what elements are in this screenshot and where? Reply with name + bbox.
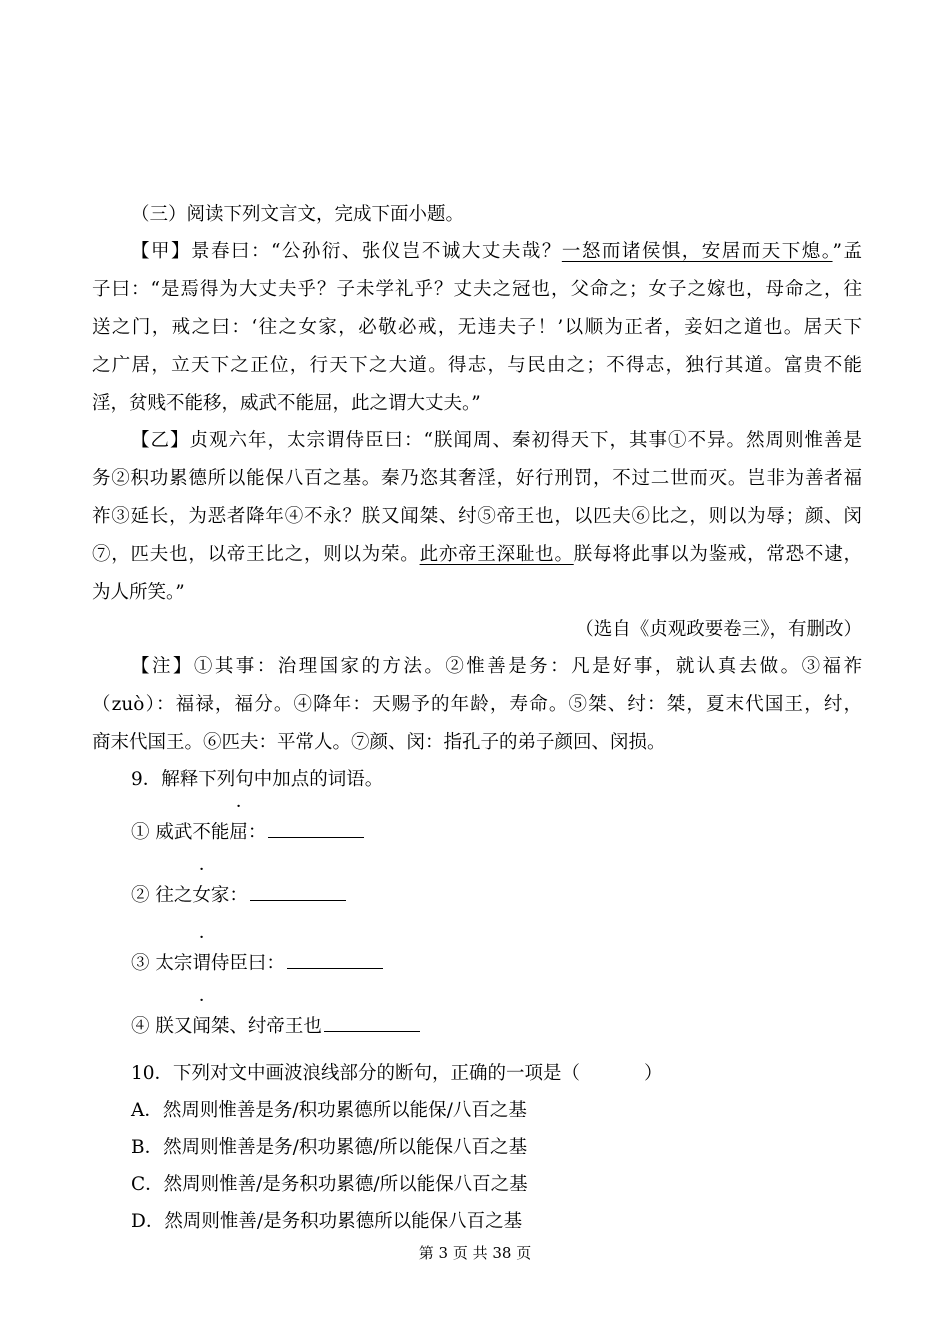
dotted-word: 闻	[192, 1016, 211, 1037]
answer-blank[interactable]	[287, 948, 383, 969]
passage-yi-line-4	[92, 540, 862, 570]
question-10-option-d[interactable]: D．然周则惟善/是务积功累德所以能保八百之基	[131, 1211, 523, 1232]
notes-line-1: 【注】①其事：治理国家的方法。②惟善是务：凡是好事，就认真去做。③福祚	[131, 656, 862, 677]
passage-yi-line-1: 【乙】贞观六年，太宗谓侍臣曰：“朕闻周、秦初得天下，其事①不异。然周则惟善是	[131, 430, 862, 451]
dotted-word: 屈	[229, 822, 248, 843]
question-10-title: 10．下列对文中画波浪线部分的断句，正确的一项是（ ）	[131, 1063, 663, 1084]
yi-text: ⑦，匹夫也，以帝王比之，则以为荣。	[92, 544, 420, 565]
source-citation: （选自《贞观政要卷三》，有删改）	[575, 619, 862, 640]
section-intro: （三）阅读下列文言文，完成下面小题。	[131, 204, 465, 225]
question-10-option-c[interactable]: C．然周则惟善/是务积功累德/所以能保八百之基	[131, 1174, 528, 1195]
dotted-word: 谓	[192, 953, 211, 974]
passage-yi-line-3: 祚③延长，为恶者降年④不永？朕又闻桀、纣⑤帝王也，以匹夫⑥比之，则以为辱；颜、闵	[92, 506, 862, 527]
answer-blank[interactable]	[250, 880, 346, 901]
notes-line-3: 商末代国王。⑥匹夫：平常人。⑦颜、闵：指孔子的弟子颜回、闵损。	[92, 732, 666, 753]
passage-jia-line-5: 淫，贫贱不能移，威武不能屈，此之谓大丈夫。”	[92, 393, 481, 414]
yi-underlined-sentence: 此亦帝王深耻也。	[419, 544, 574, 565]
passage-jia-line-3: 送之门，戒之曰：‘往之女家，必敬必戒，无违夫子！’以顺为正者，妾妇之道也。居天下	[92, 317, 862, 338]
question-9-item-2: ② 往之女家：	[131, 880, 862, 911]
passage-yi-line-5: 为人所笑。”	[92, 582, 185, 603]
dotted-word: 女	[192, 885, 211, 906]
answer-blank[interactable]	[324, 1011, 420, 1032]
passage-yi-line-2: 务②积功累德所以能保八百之基。秦乃恣其奢淫，好行刑罚，不过二世而灭。岂非为善者福	[92, 468, 862, 489]
question-10-option-b[interactable]: B．然周则惟善是务/积功累德/所以能保八百之基	[131, 1137, 528, 1158]
jia-text: 【甲】景春曰：“公孙衍、张仪岂不诚大丈夫哉？	[131, 241, 562, 262]
yi-text: 朕每将此事以为鉴戒，常恐不逮，	[573, 544, 862, 565]
question-9-item-3: ③ 太宗谓侍臣曰：	[131, 948, 862, 979]
answer-blank[interactable]	[268, 817, 364, 838]
question-10-option-a[interactable]: A．然周则惟善是务/积功累德所以能保/八百之基	[131, 1100, 527, 1121]
question-9-item-1: ① 威武不能屈：	[131, 817, 862, 848]
passage-jia-line-4: 之广居，立天下之正位，行天下之大道。得志，与民由之；不得志，独行其道。富贵不能	[92, 355, 862, 376]
question-9-item-4: ④ 朕又闻桀、纣帝王也	[131, 1011, 862, 1042]
jia-text: ”孟	[832, 241, 862, 262]
passage-jia-line-1	[131, 237, 862, 267]
page-footer: 第 3 页 共 38 页	[418, 1244, 532, 1262]
notes-line-2: （zuò）：福禄，福分。④降年：天赐予的年龄，寿命。⑤桀、纣：桀，夏末代国王，纣，	[92, 694, 862, 715]
passage-jia-line-2: 子曰：“是焉得为大丈夫乎？子未学礼乎？丈夫之冠也，父命之；女子之嫁也，母命之，往	[92, 279, 862, 300]
jia-underlined-sentence: 一怒而诸侯惧，安居而天下熄。	[561, 241, 833, 262]
question-9-title: 9．解释下列句中加点的词语。	[131, 769, 384, 790]
